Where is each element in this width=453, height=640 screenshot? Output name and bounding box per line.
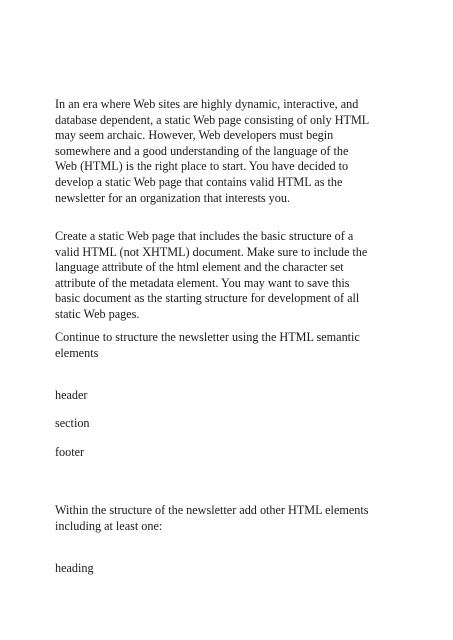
text-line: develop a static Web page that contains valid HTML as the — [55, 174, 343, 189]
item-footer — [55, 445, 415, 461]
paragraph-instructions — [55, 229, 415, 323]
text-line: section — [55, 416, 90, 430]
text-line: Within the structure of the newsletter add other HTML elements — [55, 503, 369, 517]
text-line: footer — [55, 445, 85, 459]
text-line: basic document as the starting structure for development of all — [55, 291, 360, 306]
text-line: Create a static Web page that includes the basic structure of a — [55, 229, 354, 243]
text-line: header — [55, 388, 88, 402]
text-line: static Web pages. — [55, 306, 140, 321]
item-section — [55, 416, 415, 432]
text-line: including at least one: — [55, 518, 163, 533]
text-line: language attribute of the html element and the character set — [55, 260, 344, 275]
item-header — [55, 388, 415, 404]
text-line: elements — [55, 345, 99, 360]
text-line: attribute of the metadata element. You may want to save this — [55, 275, 350, 290]
paragraph-semantic-elements — [55, 330, 415, 361]
text-line: Web (HTML) is the right place to start. You have decided to — [55, 159, 349, 174]
text-line: database dependent, a static Web page consisting of only HTML — [55, 112, 370, 127]
text-line: Continue to structure the newsletter using the HTML semantic — [55, 330, 360, 344]
text-line: somewhere and a good understanding of the language of the — [55, 143, 349, 158]
text-line: may seem archaic. However, Web developers must begin — [55, 128, 334, 143]
text-line: In an era where Web sites are highly dynamic, interactive, and — [55, 97, 359, 111]
text-line: newsletter for an organization that interests you. — [55, 190, 290, 205]
item-heading — [55, 561, 415, 577]
paragraph-other-elements — [55, 503, 415, 534]
paragraph-intro — [55, 97, 415, 206]
text-line: valid HTML (not XHTML) document. Make sure to include the — [55, 244, 368, 259]
text-line: heading — [55, 561, 94, 575]
